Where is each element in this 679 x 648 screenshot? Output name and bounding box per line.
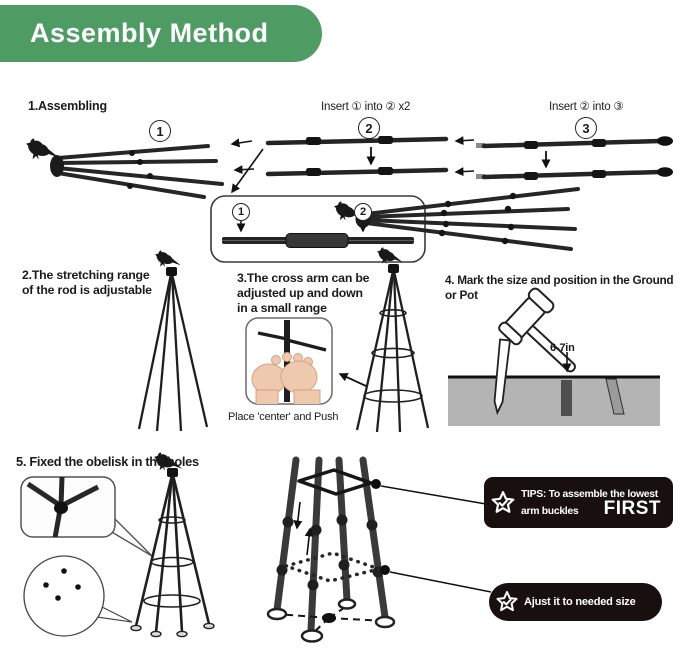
step3-label-line1: 3.The cross arm can be bbox=[237, 271, 370, 285]
step4-depth-label: 6-7in bbox=[550, 342, 575, 354]
step3-label-line3: in a small range bbox=[237, 301, 327, 315]
step4-label-line1: 4. Mark the size and position in the Ground bbox=[445, 273, 674, 287]
step4-label-line2: or Pot bbox=[445, 288, 478, 302]
step1-rod3-pair-illustration bbox=[476, 136, 673, 180]
tip2-text: Ajust it to needed size bbox=[524, 596, 636, 608]
step1-label: 1.Assembling bbox=[28, 99, 107, 113]
tip-assemble-first bbox=[484, 477, 673, 528]
page-title: Assembly Method bbox=[30, 18, 269, 48]
part-marker-2: 2 bbox=[358, 117, 380, 139]
part-marker-1: 1 bbox=[149, 120, 171, 142]
obelisk-final-illustration bbox=[131, 452, 214, 636]
step1-insert-2-3-label: Insert ② into ③ bbox=[549, 101, 624, 113]
tip1-text-line2: arm buckles bbox=[521, 505, 579, 517]
legs-closeup-illustration bbox=[268, 460, 491, 642]
joint-callout-bubble bbox=[21, 477, 152, 556]
inset-marker-2: 2 bbox=[354, 203, 372, 221]
tip1-emphasis: FIRST bbox=[603, 497, 661, 519]
step1-rod-cluster-illustration bbox=[26, 138, 263, 197]
tip-adjust-size bbox=[489, 583, 662, 621]
star-check-icon bbox=[490, 490, 516, 516]
step3-label-line2: adjusted up and down bbox=[237, 286, 363, 300]
part-marker-3: 3 bbox=[575, 117, 597, 139]
holes-callout-circle bbox=[24, 556, 132, 636]
header-banner bbox=[0, 5, 322, 62]
hands-adjust-illustration bbox=[246, 318, 366, 406]
star-check-icon bbox=[495, 590, 519, 614]
step1-insert-1-2-label: Insert ① into ② x2 bbox=[321, 101, 411, 113]
step5-label: 5. Fixed the obelisk in the holes bbox=[16, 454, 199, 469]
step3-caption: Place 'center' and Push bbox=[228, 411, 339, 423]
inset-marker-1: 1 bbox=[232, 203, 250, 221]
mallet-ground-illustration bbox=[448, 287, 660, 426]
step1-rod2-pair-illustration bbox=[268, 136, 474, 176]
step2-label-line2: of the rod is adjustable bbox=[22, 283, 152, 297]
step2-label-line1: 2.The stretching range bbox=[22, 268, 150, 282]
tip1-text-line1: TIPS: To assemble the lowest bbox=[521, 488, 658, 500]
